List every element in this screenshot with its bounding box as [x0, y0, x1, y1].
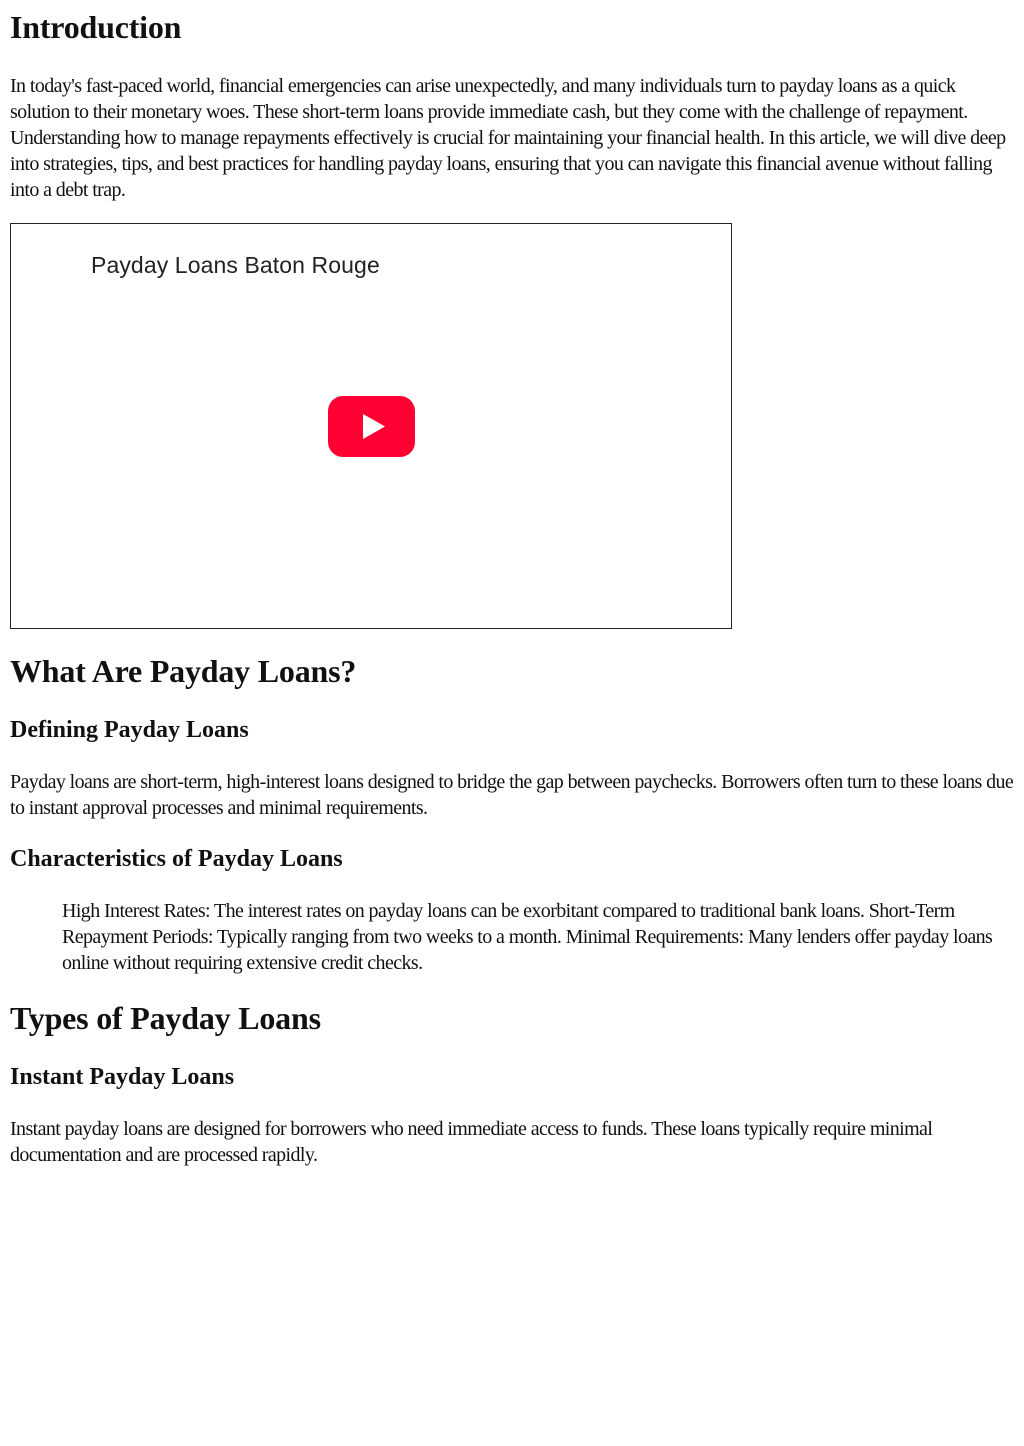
introduction-heading: Introduction [10, 9, 182, 45]
video-embed[interactable] [10, 223, 732, 629]
video-title[interactable]: Payday Loans Baton Rouge [91, 252, 380, 278]
instant-payday-loans-heading: Instant Payday Loans [10, 1064, 235, 1090]
types-of-payday-loans-heading: Types of Payday Loans [10, 1000, 321, 1036]
youtube-play-icon[interactable] [328, 396, 415, 457]
characteristics-paragraph: High Interest Rates: The interest rates on payday loans can be exorbitant compared to traditional bank loans. Short-Term Repayment Periods: Typically ranging from two weeks to a month. Minimal Requirements: Many lenders offer payday loans online without requiring extensive credit checks. [62, 900, 993, 974]
introduction-paragraph: In today's fast-paced world, financial emergencies can arise unexpectedly, and many individuals turn to payday loans as a quick solution to their monetary woes. These short-term loans provide immediate cash, but they come with the challenge of repayment. Understanding how to manage repayments effectively is crucial for maintaining your financial health. In this article, we will dive deep into strategies, tips, and best practices for handling payday loans, ensuring that you can navigate this financial avenue without falling into a debt trap. [10, 75, 1006, 201]
defining-payday-loans-paragraph: Payday loans are short-term, high-interest loans designed to bridge the gap between paychecks. Borrowers often turn to these loans due to instant approval processes and minimal requirements. [10, 771, 1014, 819]
article [10, 0, 1014, 1168]
characteristics-heading: Characteristics of Payday Loans [10, 846, 343, 872]
what-are-payday-loans-heading: What Are Payday Loans? [10, 653, 357, 689]
instant-payday-loans-paragraph: Instant payday loans are designed for borrowers who need immediate access to funds. These loans typically require minimal documentation and are processed rapidly. [10, 1118, 933, 1166]
defining-payday-loans-heading: Defining Payday Loans [10, 717, 249, 743]
